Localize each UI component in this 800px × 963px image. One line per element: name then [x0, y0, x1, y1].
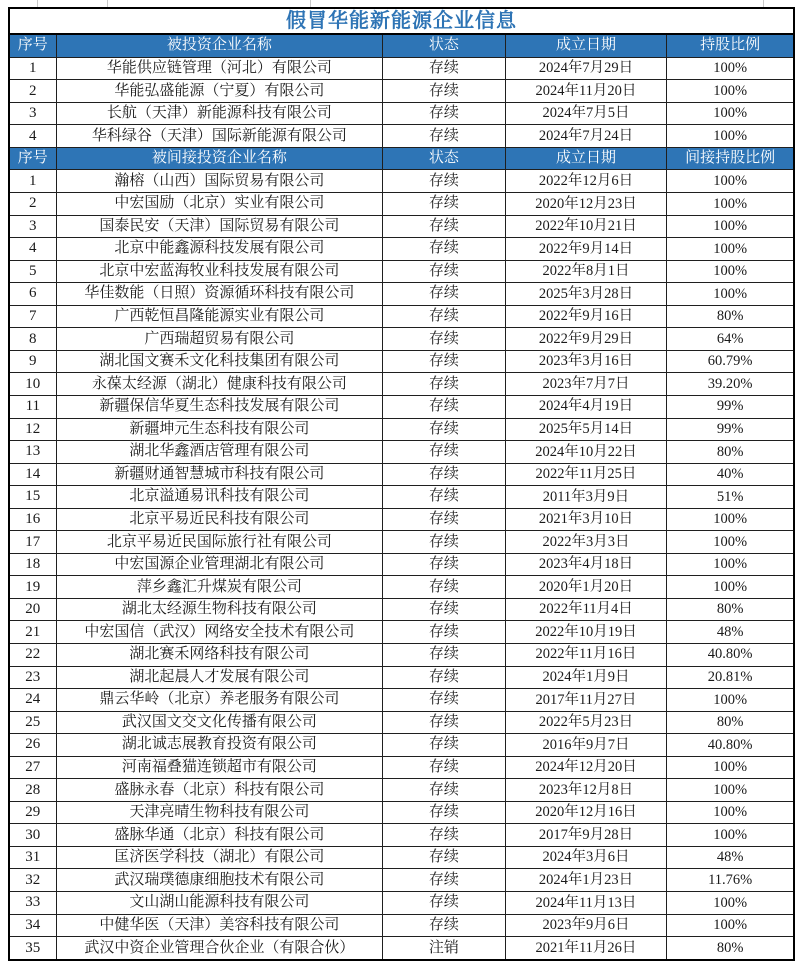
- company-name: 华科绿谷（天津）国际新能源有限公司: [56, 125, 383, 148]
- establish-date: 2024年1月23日: [505, 869, 667, 892]
- share-ratio: 39.20%: [667, 373, 794, 396]
- share-ratio: 80%: [667, 441, 794, 464]
- company-name: 河南福叠猫连锁超市有限公司: [56, 756, 383, 779]
- status: 存续: [383, 486, 505, 509]
- share-ratio: 100%: [667, 779, 794, 802]
- share-ratio: 80%: [667, 305, 794, 328]
- row-seq: 34: [9, 914, 56, 937]
- company-name: 武汉国文交文化传播有限公司: [56, 711, 383, 734]
- row-seq: 32: [9, 869, 56, 892]
- company-name: 湖北起晨人才发展有限公司: [56, 666, 383, 689]
- row-seq: 35: [9, 937, 56, 960]
- indirect-invest-header-row: [9, 147, 794, 170]
- share-ratio: 100%: [667, 689, 794, 712]
- share-ratio: 100%: [667, 283, 794, 306]
- company-name: 新疆保信华夏生态科技发展有限公司: [56, 395, 383, 418]
- establish-date: 2021年11月26日: [505, 937, 667, 960]
- status: 存续: [383, 215, 505, 238]
- establish-date: 2024年1月9日: [505, 666, 667, 689]
- company-name: 盛脉华通（北京）科技有限公司: [56, 824, 383, 847]
- table-row: [9, 756, 794, 779]
- table-row: [9, 170, 794, 193]
- share-ratio: 100%: [667, 238, 794, 261]
- table-row: [9, 328, 794, 351]
- row-seq: 33: [9, 891, 56, 914]
- table-row: [9, 215, 794, 238]
- status: 存续: [383, 328, 505, 351]
- status: 存续: [383, 531, 505, 554]
- establish-date: 2022年10月19日: [505, 621, 667, 644]
- establish-date: 2023年12月8日: [505, 779, 667, 802]
- table-row: [9, 666, 794, 689]
- share-ratio: 100%: [667, 170, 794, 193]
- company-name: 天津亮晴生物科技有限公司: [56, 801, 383, 824]
- table-row: [9, 598, 794, 621]
- share-ratio: 48%: [667, 846, 794, 869]
- establish-date: 2023年4月18日: [505, 553, 667, 576]
- company-name: 北京平易近民科技有限公司: [56, 508, 383, 531]
- establish-date: 2025年3月28日: [505, 283, 667, 306]
- establish-date: 2023年9月6日: [505, 914, 667, 937]
- company-name: 北京中宏蓝海牧业科技发展有限公司: [56, 260, 383, 283]
- establish-date: 2022年11月25日: [505, 463, 667, 486]
- company-name: 文山湖山能源科技有限公司: [56, 891, 383, 914]
- table-row: [9, 824, 794, 847]
- establish-date: 2023年7月7日: [505, 373, 667, 396]
- share-ratio: 51%: [667, 486, 794, 509]
- establish-date: 2022年11月16日: [505, 643, 667, 666]
- establish-date: 2016年9月7日: [505, 734, 667, 757]
- status: 存续: [383, 395, 505, 418]
- establish-date: 2024年7月24日: [505, 125, 667, 148]
- share-ratio: 100%: [667, 801, 794, 824]
- status: 存续: [383, 869, 505, 892]
- company-name: 北京中能鑫源科技发展有限公司: [56, 238, 383, 261]
- row-seq: 3: [9, 215, 56, 238]
- table-row: [9, 846, 794, 869]
- share-ratio: 80%: [667, 598, 794, 621]
- share-ratio: 20.81%: [667, 666, 794, 689]
- col-header-status: 状态: [383, 147, 505, 170]
- status: 存续: [383, 689, 505, 712]
- company-name: 盛脉永春（北京）科技有限公司: [56, 779, 383, 802]
- status: 存续: [383, 846, 505, 869]
- table-row: [9, 869, 794, 892]
- col-header-share-ratio: 持股比例: [667, 34, 794, 57]
- status: 存续: [383, 598, 505, 621]
- share-ratio: 40.80%: [667, 643, 794, 666]
- company-name: 瀚榕（山西）国际贸易有限公司: [56, 170, 383, 193]
- establish-date: 2024年11月20日: [505, 80, 667, 103]
- establish-date: 2022年3月3日: [505, 531, 667, 554]
- table-row: [9, 305, 794, 328]
- establish-date: 2022年9月16日: [505, 305, 667, 328]
- row-seq: 7: [9, 305, 56, 328]
- company-name: 华能弘盛能源（宁夏）有限公司: [56, 80, 383, 103]
- company-name: 中宏国信（武汉）网络安全技术有限公司: [56, 621, 383, 644]
- status: 存续: [383, 418, 505, 441]
- share-ratio: 100%: [667, 215, 794, 238]
- table-title: 假冒华能新能源企业信息: [9, 8, 794, 34]
- company-name: 永葆太经源（湖北）健康科技有限公司: [56, 373, 383, 396]
- table-row: [9, 193, 794, 216]
- establish-date: 2024年11月13日: [505, 891, 667, 914]
- row-seq: 4: [9, 125, 56, 148]
- row-seq: 4: [9, 238, 56, 261]
- company-name: 华能供应链管理（河北）有限公司: [56, 57, 383, 80]
- table-row: [9, 125, 794, 148]
- row-seq: 1: [9, 170, 56, 193]
- col-header-establish-date: 成立日期: [505, 147, 667, 170]
- row-seq: 23: [9, 666, 56, 689]
- status: 存续: [383, 914, 505, 937]
- company-name: 湖北华鑫酒店管理有限公司: [56, 441, 383, 464]
- status: 存续: [383, 441, 505, 464]
- company-name: 北京溢通易讯科技有限公司: [56, 486, 383, 509]
- status: 存续: [383, 756, 505, 779]
- establish-date: 2011年3月9日: [505, 486, 667, 509]
- row-seq: 15: [9, 486, 56, 509]
- table-row: [9, 57, 794, 80]
- status: 存续: [383, 80, 505, 103]
- establish-date: 2020年12月16日: [505, 801, 667, 824]
- table-row: [9, 643, 794, 666]
- share-ratio: 99%: [667, 395, 794, 418]
- row-seq: 9: [9, 350, 56, 373]
- share-ratio: 100%: [667, 914, 794, 937]
- table-row: [9, 891, 794, 914]
- share-ratio: 100%: [667, 824, 794, 847]
- row-seq: 6: [9, 283, 56, 306]
- company-name: 国泰民安（天津）国际贸易有限公司: [56, 215, 383, 238]
- status: 存续: [383, 260, 505, 283]
- row-seq: 3: [9, 102, 56, 125]
- row-seq: 21: [9, 621, 56, 644]
- status: 存续: [383, 102, 505, 125]
- status: 存续: [383, 576, 505, 599]
- row-seq: 17: [9, 531, 56, 554]
- table-row: [9, 711, 794, 734]
- share-ratio: 100%: [667, 553, 794, 576]
- sheet-gridline-strip: [0, 0, 800, 7]
- table-row: [9, 779, 794, 802]
- status: 注销: [383, 937, 505, 960]
- share-ratio: 11.76%: [667, 869, 794, 892]
- company-name: 中健华医（天津）美容科技有限公司: [56, 914, 383, 937]
- row-seq: 12: [9, 418, 56, 441]
- establish-date: 2023年3月16日: [505, 350, 667, 373]
- direct-invest-header-row: [9, 34, 794, 57]
- table-row: [9, 621, 794, 644]
- share-ratio: 100%: [667, 531, 794, 554]
- row-seq: 19: [9, 576, 56, 599]
- status: 存续: [383, 779, 505, 802]
- company-name: 新疆财通智慧城市科技有限公司: [56, 463, 383, 486]
- status: 存续: [383, 711, 505, 734]
- table-row: [9, 373, 794, 396]
- company-name: 湖北赛禾网络科技有限公司: [56, 643, 383, 666]
- table-row: [9, 102, 794, 125]
- share-ratio: 100%: [667, 193, 794, 216]
- company-name: 湖北国文赛禾文化科技集团有限公司: [56, 350, 383, 373]
- establish-date: 2025年5月14日: [505, 418, 667, 441]
- company-name: 武汉瑞璞德康细胞技术有限公司: [56, 869, 383, 892]
- establish-date: 2022年10月21日: [505, 215, 667, 238]
- col-header-seq: 序号: [9, 34, 56, 57]
- row-seq: 18: [9, 553, 56, 576]
- establish-date: 2024年12月20日: [505, 756, 667, 779]
- row-seq: 2: [9, 80, 56, 103]
- establish-date: 2022年5月23日: [505, 711, 667, 734]
- status: 存续: [383, 238, 505, 261]
- share-ratio: 60.79%: [667, 350, 794, 373]
- table-row: [9, 80, 794, 103]
- establish-date: 2020年12月23日: [505, 193, 667, 216]
- table-row: [9, 260, 794, 283]
- company-name: 广西乾恒昌隆能源实业有限公司: [56, 305, 383, 328]
- status: 存续: [383, 57, 505, 80]
- status: 存续: [383, 283, 505, 306]
- share-ratio: 100%: [667, 125, 794, 148]
- row-seq: 26: [9, 734, 56, 757]
- row-seq: 16: [9, 508, 56, 531]
- table-row: [9, 801, 794, 824]
- col-header-seq: 序号: [9, 147, 56, 170]
- table-row: [9, 441, 794, 464]
- company-name: 萍乡鑫汇升煤炭有限公司: [56, 576, 383, 599]
- table-row: [9, 395, 794, 418]
- row-seq: 29: [9, 801, 56, 824]
- share-ratio: 100%: [667, 756, 794, 779]
- share-ratio: 100%: [667, 80, 794, 103]
- row-seq: 20: [9, 598, 56, 621]
- status: 存续: [383, 170, 505, 193]
- share-ratio: 48%: [667, 621, 794, 644]
- table-row: [9, 689, 794, 712]
- establish-date: 2021年3月10日: [505, 508, 667, 531]
- establish-date: 2020年1月20日: [505, 576, 667, 599]
- row-seq: 10: [9, 373, 56, 396]
- share-ratio: 80%: [667, 711, 794, 734]
- row-seq: 31: [9, 846, 56, 869]
- share-ratio: 100%: [667, 576, 794, 599]
- col-header-indirect-share-ratio: 间接持股比例: [667, 147, 794, 170]
- col-header-company-name: 被投资企业名称: [56, 34, 383, 57]
- status: 存续: [383, 801, 505, 824]
- establish-date: 2022年8月1日: [505, 260, 667, 283]
- company-name: 中宏国励（北京）实业有限公司: [56, 193, 383, 216]
- table-row: [9, 418, 794, 441]
- row-seq: 13: [9, 441, 56, 464]
- share-ratio: 80%: [667, 937, 794, 960]
- table-row: [9, 914, 794, 937]
- share-ratio: 100%: [667, 57, 794, 80]
- row-seq: 11: [9, 395, 56, 418]
- table-row: [9, 553, 794, 576]
- table-row: [9, 937, 794, 960]
- status: 存续: [383, 643, 505, 666]
- establish-date: 2022年9月29日: [505, 328, 667, 351]
- status: 存续: [383, 125, 505, 148]
- status: 存续: [383, 193, 505, 216]
- status: 存续: [383, 350, 505, 373]
- row-seq: 30: [9, 824, 56, 847]
- company-name: 湖北诚志展教育投资有限公司: [56, 734, 383, 757]
- company-name: 长航（天津）新能源科技有限公司: [56, 102, 383, 125]
- table-row: [9, 486, 794, 509]
- share-ratio: 40.80%: [667, 734, 794, 757]
- row-seq: 2: [9, 193, 56, 216]
- establish-date: 2024年7月5日: [505, 102, 667, 125]
- company-name: 鼎云华岭（北京）养老服务有限公司: [56, 689, 383, 712]
- establish-date: 2017年9月28日: [505, 824, 667, 847]
- status: 存续: [383, 463, 505, 486]
- row-seq: 14: [9, 463, 56, 486]
- status: 存续: [383, 666, 505, 689]
- row-seq: 5: [9, 260, 56, 283]
- share-ratio: 100%: [667, 260, 794, 283]
- row-seq: 24: [9, 689, 56, 712]
- status: 存续: [383, 508, 505, 531]
- company-name: 中宏国源企业管理湖北有限公司: [56, 553, 383, 576]
- company-name: 广西瑞超贸易有限公司: [56, 328, 383, 351]
- row-seq: 27: [9, 756, 56, 779]
- establish-date: 2022年9月14日: [505, 238, 667, 261]
- enterprise-info-table: [8, 7, 795, 961]
- establish-date: 2024年4月19日: [505, 395, 667, 418]
- establish-date: 2022年12月6日: [505, 170, 667, 193]
- table-row: [9, 576, 794, 599]
- status: 存续: [383, 305, 505, 328]
- status: 存续: [383, 824, 505, 847]
- table-row: [9, 531, 794, 554]
- establish-date: 2024年7月29日: [505, 57, 667, 80]
- company-name: 湖北太经源生物科技有限公司: [56, 598, 383, 621]
- col-header-establish-date: 成立日期: [505, 34, 667, 57]
- row-seq: 22: [9, 643, 56, 666]
- share-ratio: 64%: [667, 328, 794, 351]
- status: 存续: [383, 891, 505, 914]
- company-name: 新疆坤元生态科技有限公司: [56, 418, 383, 441]
- establish-date: 2024年10月22日: [505, 441, 667, 464]
- row-seq: 25: [9, 711, 56, 734]
- table-row: [9, 238, 794, 261]
- company-name: 匡济医学科技（湖北）有限公司: [56, 846, 383, 869]
- share-ratio: 40%: [667, 463, 794, 486]
- row-seq: 28: [9, 779, 56, 802]
- share-ratio: 100%: [667, 102, 794, 125]
- row-seq: 1: [9, 57, 56, 80]
- share-ratio: 99%: [667, 418, 794, 441]
- status: 存续: [383, 553, 505, 576]
- enterprise-info-table-wrap: [8, 7, 795, 961]
- row-seq: 8: [9, 328, 56, 351]
- company-name: 武汉中资企业管理合伙企业（有限合伙）: [56, 937, 383, 960]
- establish-date: 2022年11月4日: [505, 598, 667, 621]
- table-title-row: [9, 8, 794, 34]
- col-header-status: 状态: [383, 34, 505, 57]
- establish-date: 2024年3月6日: [505, 846, 667, 869]
- status: 存续: [383, 734, 505, 757]
- share-ratio: 100%: [667, 891, 794, 914]
- table-row: [9, 283, 794, 306]
- col-header-company-name: 被间接投资企业名称: [56, 147, 383, 170]
- company-name: 华佳数能（日照）资源循环科技有限公司: [56, 283, 383, 306]
- share-ratio: 100%: [667, 508, 794, 531]
- table-row: [9, 508, 794, 531]
- status: 存续: [383, 373, 505, 396]
- table-row: [9, 734, 794, 757]
- table-row: [9, 463, 794, 486]
- establish-date: 2017年11月27日: [505, 689, 667, 712]
- company-name: 北京平易近民国际旅行社有限公司: [56, 531, 383, 554]
- table-row: [9, 350, 794, 373]
- status: 存续: [383, 621, 505, 644]
